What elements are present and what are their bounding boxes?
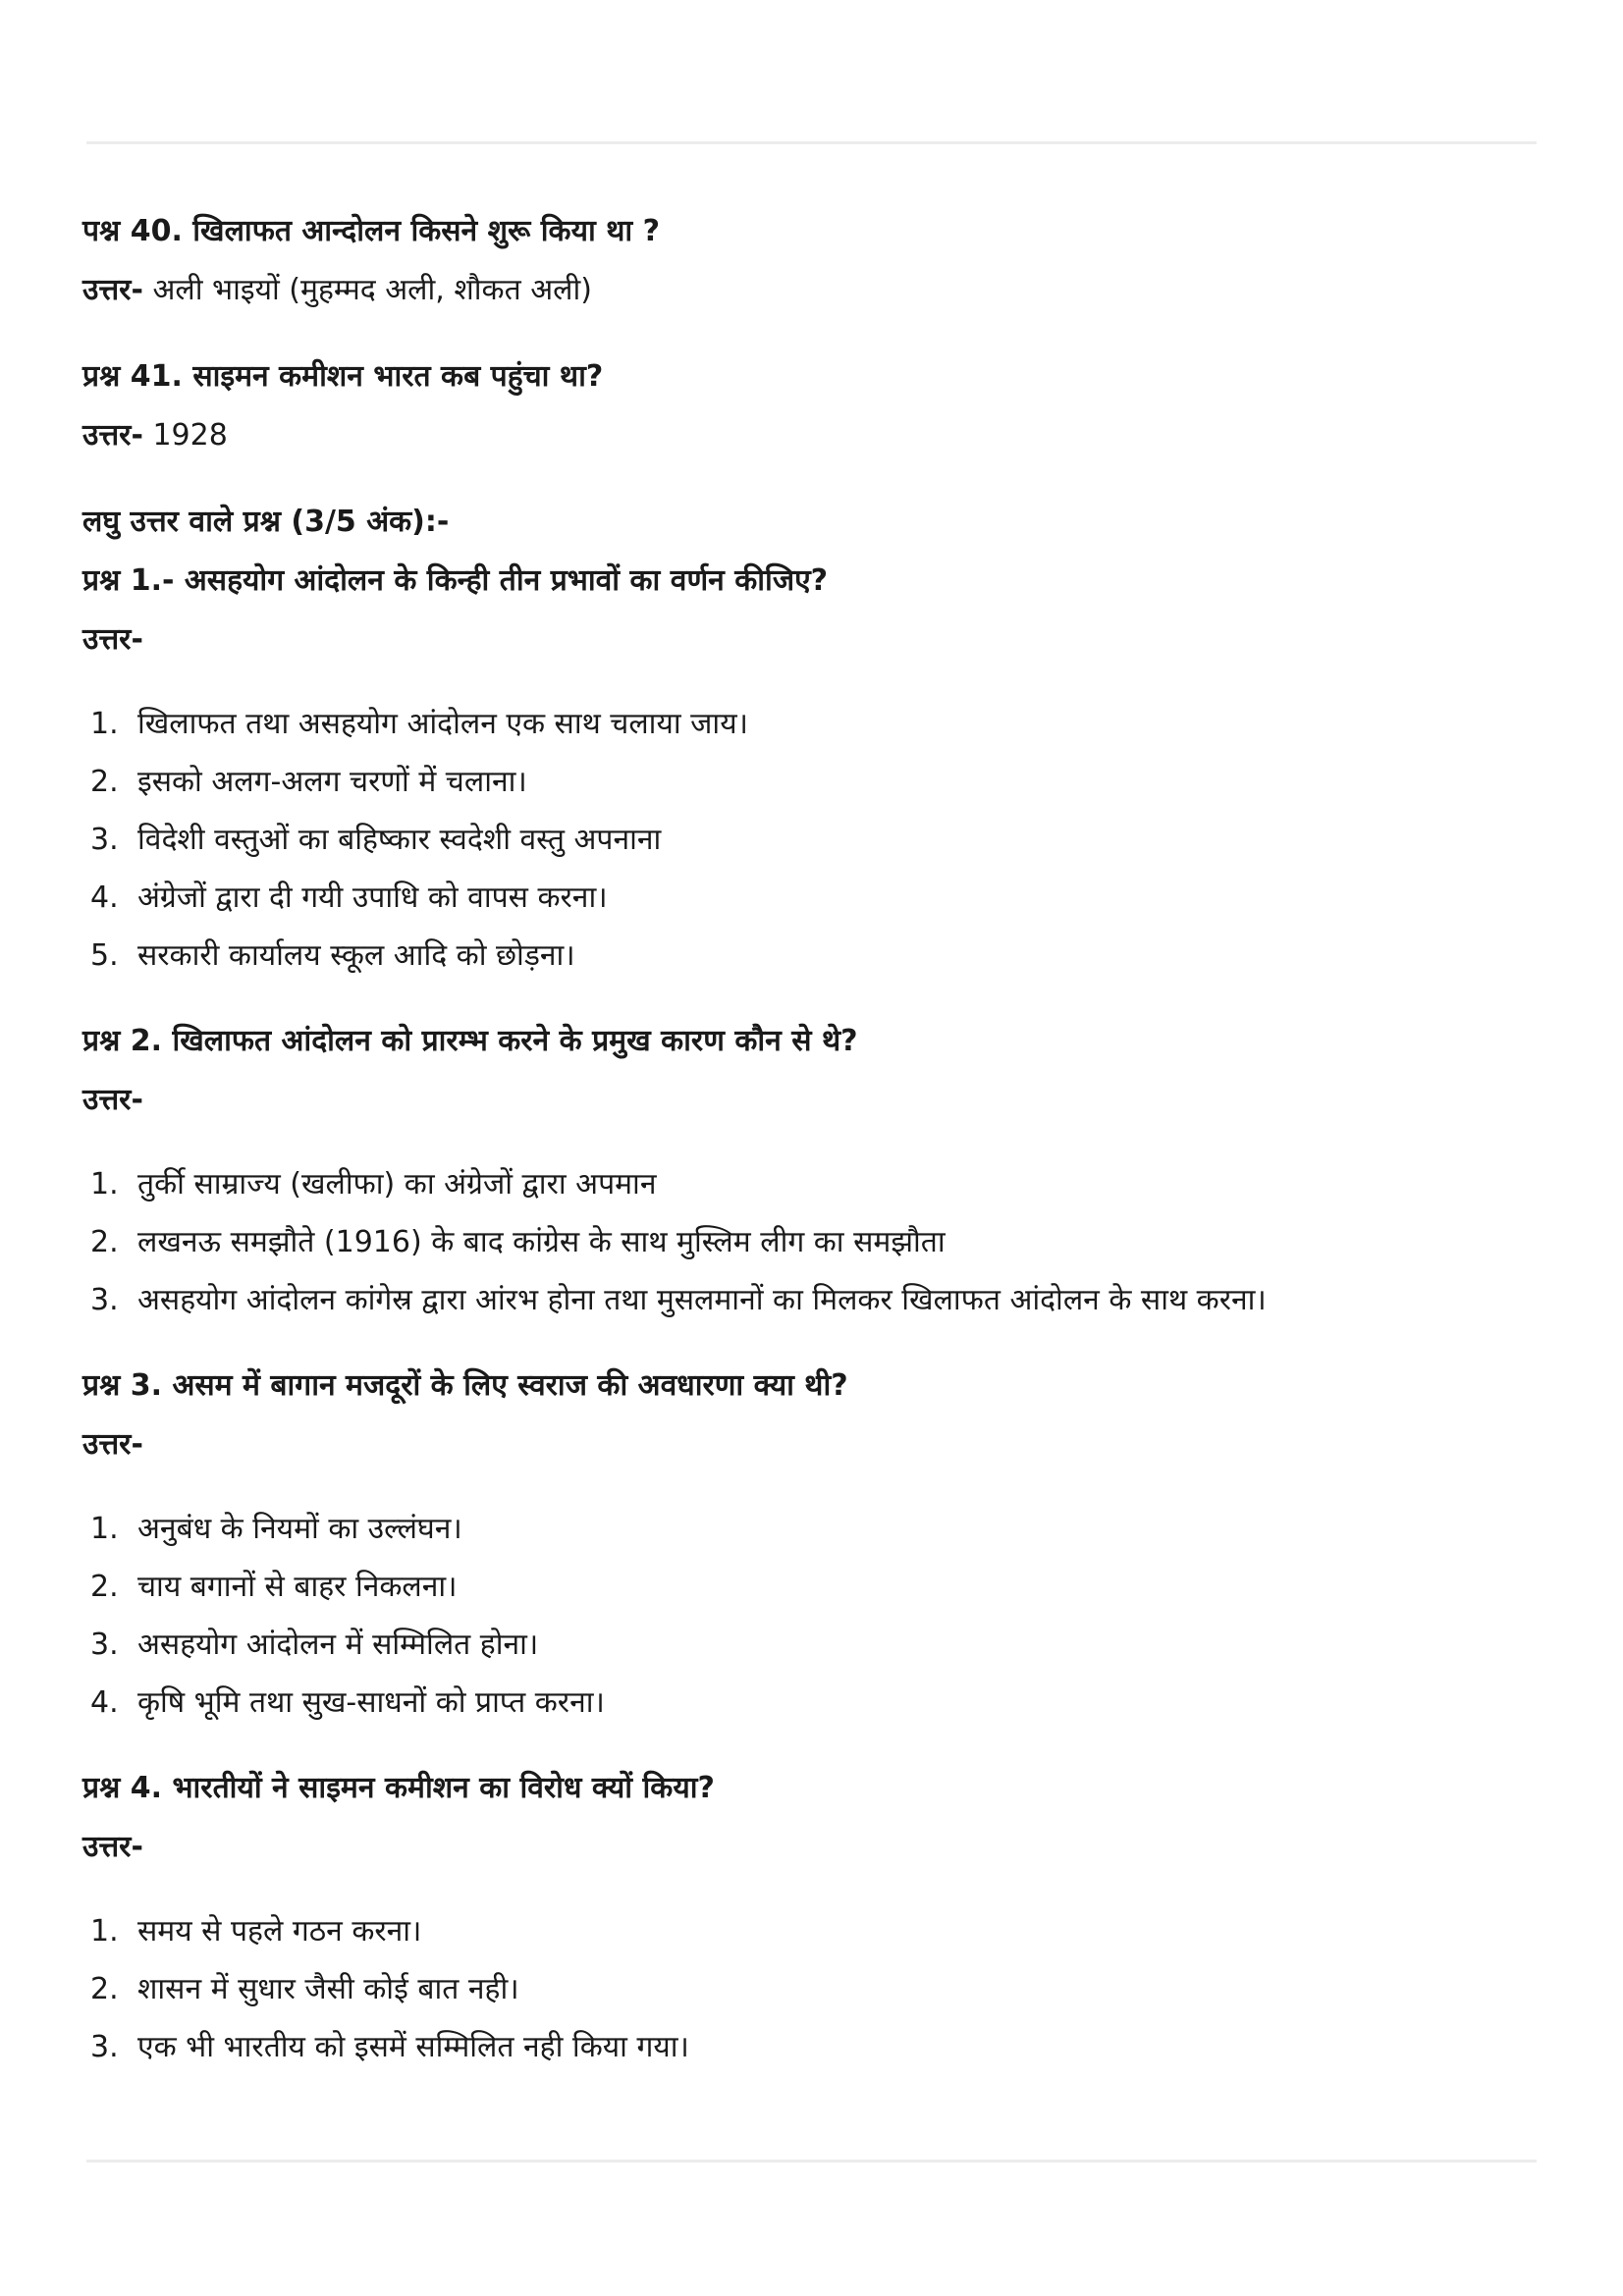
item-number: 4. <box>90 881 119 915</box>
list-item <box>82 1674 1525 1732</box>
item-number: 3. <box>90 823 119 857</box>
answer-text: 1928 <box>142 418 228 453</box>
answer-label: उत्तर- <box>82 622 143 657</box>
document-body <box>82 202 1525 2076</box>
item-text: विदेशी वस्तुओं का बहिष्कार स्वदेशी वस्तु अपनाना <box>137 823 662 857</box>
question-41: प्रश्न 41. साइमन कमीशन भारत कब पहुंचा था? <box>82 359 604 394</box>
item-number: 2. <box>90 1972 119 2006</box>
short-question-2: प्रश्न 2. खिलाफत आंदोलन को प्रारम्भ करने के प्रमुख कारण कौन से थे? <box>82 1024 858 1058</box>
item-text: समय से पहले गठन करना। <box>137 1914 422 1949</box>
list-item <box>82 1271 1525 1329</box>
top-divider <box>86 141 1537 144</box>
item-text: असहयोग आंदोलन कांगेस्र द्वारा आंरभ होना तथा मुसलमानों का मिलकर खिलाफत आंदोलन के साथ करना। <box>137 1283 1267 1317</box>
item-text: अंग्रेजों द्वारा दी गयी उपाधि को वापस करना। <box>137 881 608 915</box>
item-number: 4. <box>90 1685 119 1720</box>
item-text: शासन में सुधार जैसी कोई बात नही। <box>137 1972 519 2006</box>
list-item <box>82 1902 1525 1960</box>
list-item <box>82 927 1525 985</box>
list-item <box>82 1960 1525 2018</box>
item-number: 1. <box>90 1167 119 1201</box>
item-text: कृषि भूमि तथा सुख-साधनों को प्राप्त करना। <box>137 1685 605 1720</box>
list-item <box>82 2018 1525 2076</box>
answer-label: उत्तर- <box>82 273 143 307</box>
list-item <box>82 1500 1525 1558</box>
item-number: 1. <box>90 1512 119 1546</box>
item-text: असहयोग आंदोलन में सम्मिलित होना। <box>137 1628 539 1662</box>
answer-list-3 <box>82 1500 1525 1732</box>
item-text: लखनऊ समझौते (1916) के बाद कांग्रेस के साथ मुस्लिम लीग का समझौता <box>137 1225 946 1259</box>
item-number: 2. <box>90 1570 119 1604</box>
item-number: 3. <box>90 1283 119 1317</box>
answer-text: अली भाइयों (मुहम्मद अली, शौकत अली) <box>142 273 592 307</box>
item-number: 3. <box>90 2030 119 2064</box>
answer-list-2 <box>82 1155 1525 1329</box>
item-number: 2. <box>90 1225 119 1259</box>
short-question-1: प्रश्न 1.- असहयोग आंदोलन के किन्ही तीन प्रभावों का वर्णन कीजिए? <box>82 563 829 598</box>
answer-label: उत्तर- <box>82 1830 143 1864</box>
answer-list-1 <box>82 695 1525 985</box>
answer-40 <box>82 261 1525 320</box>
item-number: 5. <box>90 938 119 973</box>
item-number: 2. <box>90 765 119 799</box>
answer-label: उत्तर- <box>82 1083 143 1117</box>
list-item <box>82 695 1525 753</box>
short-question-3: प्रश्न 3. असम में बागान मजदूरों के लिए स्वराज की अवधारणा क्या थी? <box>82 1368 848 1403</box>
list-item <box>82 1558 1525 1616</box>
short-question-4: प्रश्न 4. भारतीयों ने साइमन कमीशन का विरोध क्यों किया? <box>82 1771 715 1805</box>
section-heading: लघु उत्तर वाले प्रश्न (3/5 अंक):- <box>82 505 450 539</box>
list-item <box>82 869 1525 927</box>
list-item <box>82 1213 1525 1271</box>
item-number: 1. <box>90 1914 119 1949</box>
item-number: 3. <box>90 1628 119 1662</box>
item-text: एक भी भारतीय को इसमें सम्मिलित नही किया गया। <box>137 2030 689 2064</box>
list-item <box>82 811 1525 869</box>
list-item <box>82 1616 1525 1674</box>
answer-label: उत्तर- <box>82 1427 143 1462</box>
bottom-divider <box>86 2160 1537 2163</box>
item-number: 1. <box>90 707 119 741</box>
item-text: चाय बगानों से बाहर निकलना। <box>137 1570 458 1604</box>
question-40: पश्न 40. खिलाफत आन्दोलन किसने शुरू किया था ? <box>82 214 660 248</box>
item-text: इसको अलग-अलग चरणों में चलाना। <box>137 765 527 799</box>
list-item <box>82 753 1525 811</box>
item-text: खिलाफत तथा असहयोग आंदोलन एक साथ चलाया जाय। <box>137 707 748 741</box>
item-text: सरकारी कार्यालय स्कूल आदि को छोड़ना। <box>137 938 575 973</box>
answer-label: उत्तर- <box>82 418 143 453</box>
item-text: तुर्की साम्राज्य (खलीफा) का अंग्रेजों द्वारा अपमान <box>137 1167 657 1201</box>
answer-list-4 <box>82 1902 1525 2076</box>
item-text: अनुबंध के नियमों का उल्लंघन। <box>137 1512 462 1546</box>
answer-41 <box>82 406 1525 465</box>
list-item <box>82 1155 1525 1213</box>
